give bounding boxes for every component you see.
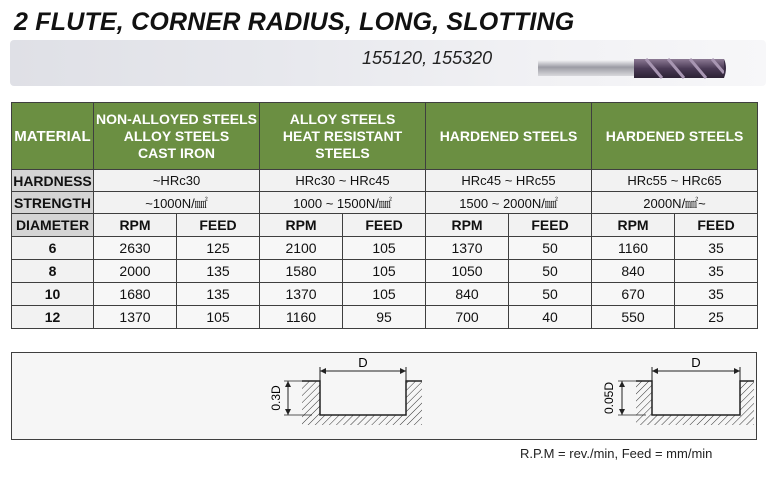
rpm-cell: 1050 xyxy=(426,260,509,283)
feed-header: FEED xyxy=(177,214,260,237)
end-mill-image xyxy=(536,52,766,84)
material-header: MATERIAL xyxy=(12,103,94,170)
strength-value: 2000N/㎟~ xyxy=(592,192,758,214)
width-label: D xyxy=(691,355,701,370)
rpm-cell: 840 xyxy=(426,283,509,306)
group-line: NON-ALLOYED STEELS xyxy=(96,110,258,127)
feed-cell: 40 xyxy=(509,306,592,329)
rpm-cell: 2000 xyxy=(94,260,177,283)
feed-cell: 135 xyxy=(177,260,260,283)
strength-value: ~1000N/㎟ xyxy=(94,192,260,214)
feed-cell: 35 xyxy=(675,283,758,306)
rpm-cell: 700 xyxy=(426,306,509,329)
slot-outline xyxy=(302,381,422,415)
rpm-cell: 1370 xyxy=(260,283,343,306)
units-footnote: R.P.M = rev./min, Feed = mm/min xyxy=(520,446,713,461)
slot-diagrams xyxy=(12,353,756,439)
rpm-cell: 1680 xyxy=(94,283,177,306)
table-row xyxy=(12,283,758,306)
feed-cell: 125 xyxy=(177,237,260,260)
feed-cell: 35 xyxy=(675,260,758,283)
group-header xyxy=(94,103,260,170)
product-codes: 155120, 155320 xyxy=(362,48,493,68)
feed-cell: 105 xyxy=(343,260,426,283)
depth-label: 0.05D xyxy=(602,381,616,415)
rpm-header: RPM xyxy=(260,214,343,237)
rpm-cell: 1160 xyxy=(592,237,675,260)
workpiece-hatch xyxy=(636,381,754,425)
strength-value: 1500 ~ 2000N/㎟ xyxy=(426,192,592,214)
feed-cell: 95 xyxy=(343,306,426,329)
cutting-conditions-table xyxy=(11,102,758,329)
group-header xyxy=(260,103,426,170)
feed-cell: 50 xyxy=(509,237,592,260)
rpm-cell: 550 xyxy=(592,306,675,329)
feed-cell: 105 xyxy=(177,306,260,329)
feed-header: FEED xyxy=(675,214,758,237)
material-row xyxy=(12,103,758,170)
subheader-row xyxy=(12,214,758,237)
slot-outline xyxy=(636,381,754,415)
strength-label: STRENGTH xyxy=(12,192,94,214)
feed-header: FEED xyxy=(343,214,426,237)
feed-header: FEED xyxy=(509,214,592,237)
diameter-cell: 10 xyxy=(12,283,94,306)
page-title: 2 FLUTE, CORNER RADIUS, LONG, SLOTTING xyxy=(14,8,575,36)
feed-cell: 105 xyxy=(343,237,426,260)
slot-diagram-right xyxy=(602,355,754,425)
group-line: HEAT RESISTANT xyxy=(282,127,403,144)
rpm-header: RPM xyxy=(592,214,675,237)
feed-cell: 50 xyxy=(509,283,592,306)
hardness-row xyxy=(12,170,758,192)
diameter-cell: 6 xyxy=(12,237,94,260)
strength-value: 1000 ~ 1500N/㎟ xyxy=(260,192,426,214)
table-row xyxy=(12,260,758,283)
feed-cell: 25 xyxy=(675,306,758,329)
group-header xyxy=(592,103,758,170)
rpm-cell: 2630 xyxy=(94,237,177,260)
feed-cell: 35 xyxy=(675,237,758,260)
group-line: ALLOY STEELS xyxy=(123,127,230,144)
slot-diagram-panel xyxy=(11,352,757,440)
feed-cell: 105 xyxy=(343,283,426,306)
group-line: HARDENED STEELS xyxy=(439,127,578,144)
rpm-cell: 1370 xyxy=(94,306,177,329)
hardness-value: HRc45 ~ HRc55 xyxy=(426,170,592,192)
group-line: CAST IRON xyxy=(138,144,215,161)
hardness-value: HRc30 ~ HRc45 xyxy=(260,170,426,192)
diameter-label: DIAMETER xyxy=(12,214,94,237)
rpm-header: RPM xyxy=(94,214,177,237)
rpm-header: RPM xyxy=(426,214,509,237)
rpm-cell: 1580 xyxy=(260,260,343,283)
feed-cell: 50 xyxy=(509,260,592,283)
diameter-cell: 8 xyxy=(12,260,94,283)
strength-row xyxy=(12,192,758,214)
width-label: D xyxy=(358,355,368,370)
rpm-cell: 670 xyxy=(592,283,675,306)
rpm-cell: 1160 xyxy=(260,306,343,329)
group-line: HARDENED STEELS xyxy=(605,127,744,144)
depth-label: 0.3D xyxy=(269,385,283,411)
group-line: ALLOY STEELS xyxy=(289,110,396,127)
hardness-value: HRc55 ~ HRc65 xyxy=(592,170,758,192)
group-line: STEELS xyxy=(315,144,370,161)
rpm-cell: 840 xyxy=(592,260,675,283)
diameter-cell: 12 xyxy=(12,306,94,329)
rpm-cell: 1370 xyxy=(426,237,509,260)
table-row xyxy=(12,237,758,260)
hardness-label: HARDNESS xyxy=(12,170,94,192)
slot-diagram-left xyxy=(269,355,422,425)
table-row xyxy=(12,306,758,329)
hardness-value: ~HRc30 xyxy=(94,170,260,192)
rpm-cell: 2100 xyxy=(260,237,343,260)
feed-cell: 135 xyxy=(177,283,260,306)
group-header xyxy=(426,103,592,170)
